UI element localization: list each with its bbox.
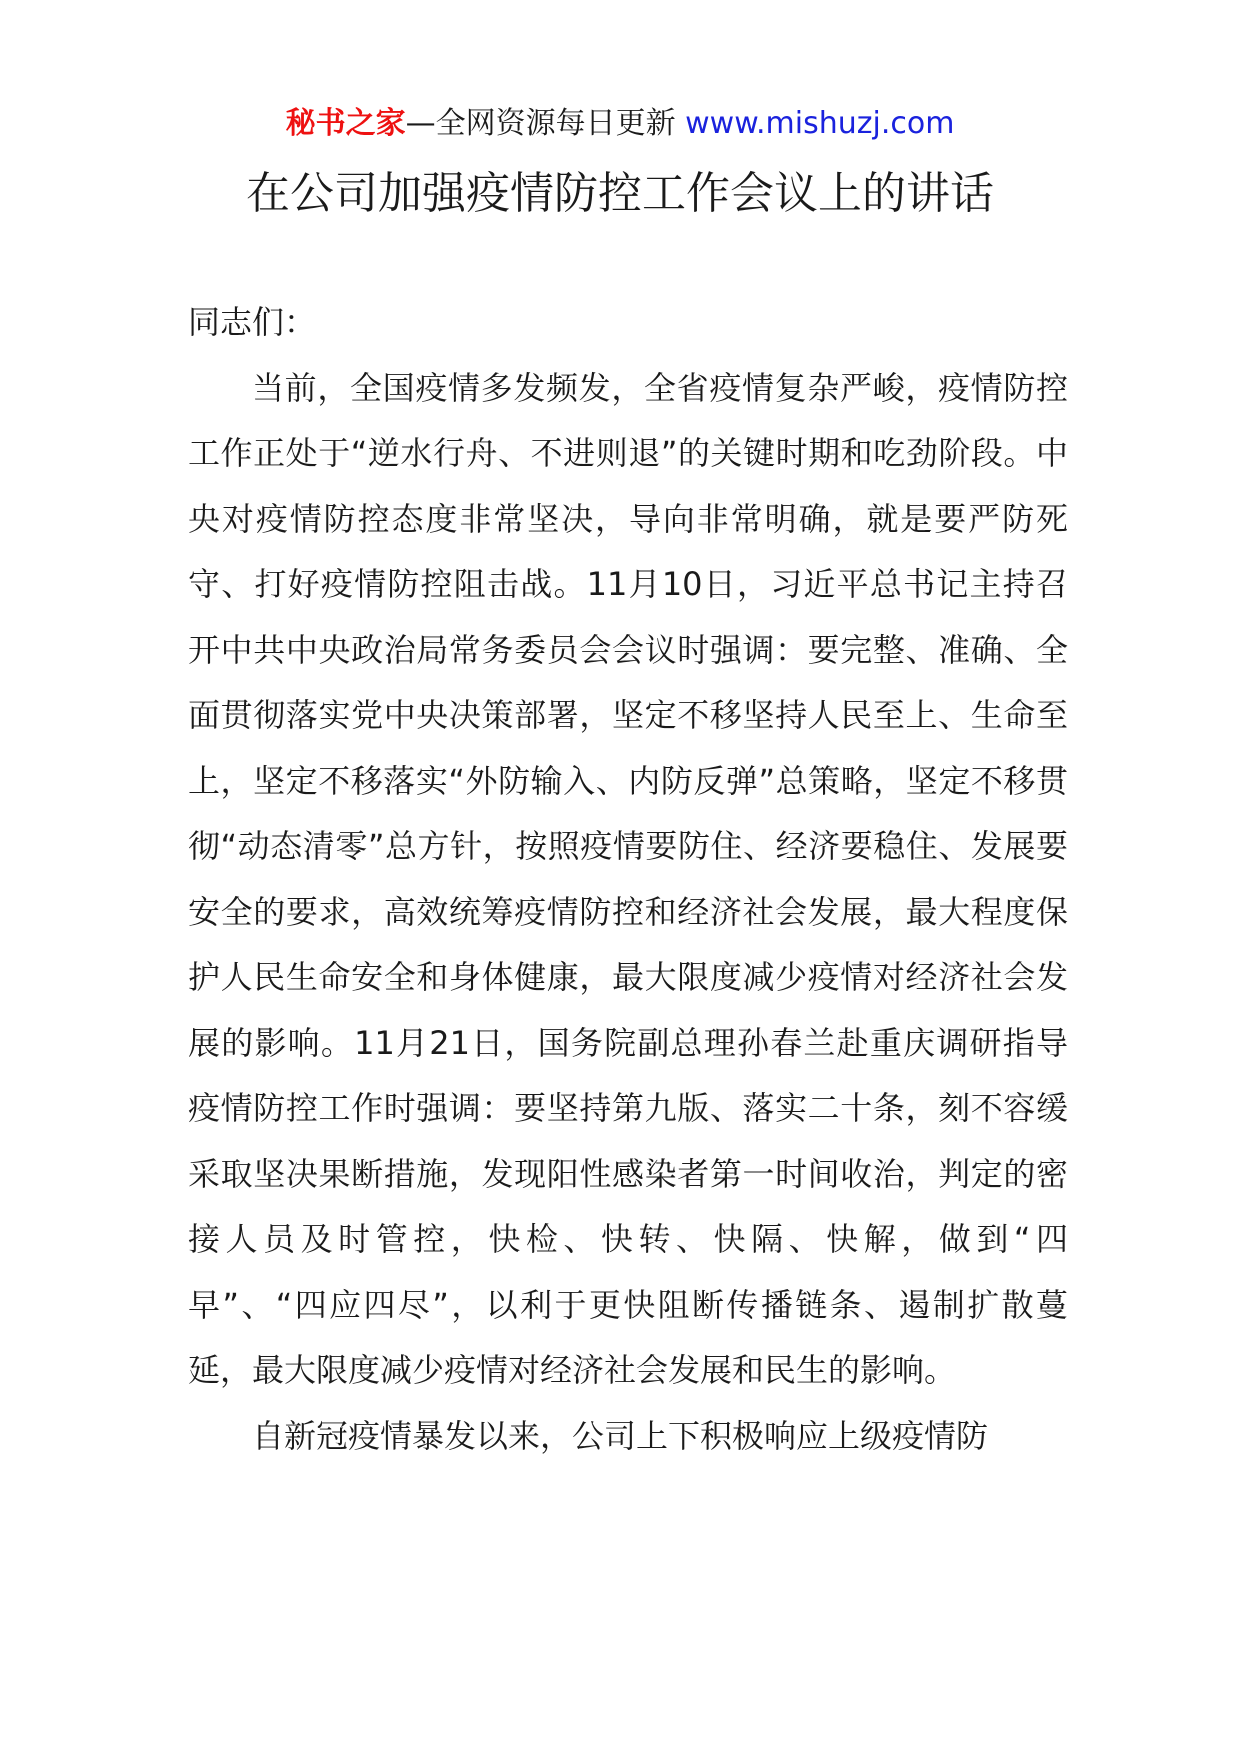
paragraph: 当前，全国疫情多发频发，全省疫情复杂严峻，疫情防控工作正处于“逆水行舟、不进则退”的关键时期和吃劲阶段。中央对疫情防控态度非常坚决，导向非常明确，就是要严防死守、打好疫情防控阻击战。11月10日，习近平总书记主持召开中共中央政治局常务委员会会议时强调：要完整、准确、全面贯彻落实党中央决策部署，坚定不移坚持人民至上、生命至上，坚定不移落实“外防输入、内防反弹”总策略，坚定不移贯彻“动态清零”总方针，按照疫情要防住、经济要稳住、发展要安全的要求，高效统筹疫情防控和经济社会发展，最大程度保护人民生命安全和身体健康，最大限度减少疫情对经济社会发展的影响。11月21日，国务院副总理孙春兰赴重庆调研指导疫情防控工作时强调：要坚持第九版、落实二十条，刻不容缓采取坚决果断措施，发现阳性感染者第一时间收治，判定的密接人员及时管控，快检、快转、快隔、快解，做到“四早”、“四应四尽”，以利于更快阻断传播链条、遏制扩散蔓延，最大限度减少疫情对经济社会发展和民生的影响。	[188, 368, 1068, 1389]
header-tagline: —全网资源每日更新	[405, 106, 676, 141]
paragraph: 自新冠疫情暴发以来，公司上下积极响应上级疫情防	[252, 1416, 989, 1455]
document-body	[188, 290, 1068, 1469]
site-header	[0, 104, 1240, 144]
site-url-link[interactable]: www.mishuzj.com	[685, 106, 955, 141]
salutation: 同志们：	[188, 303, 317, 341]
brand-name: 秘书之家	[285, 106, 406, 141]
document-title: 在公司加强疫情防控工作会议上的讲话	[246, 168, 994, 219]
